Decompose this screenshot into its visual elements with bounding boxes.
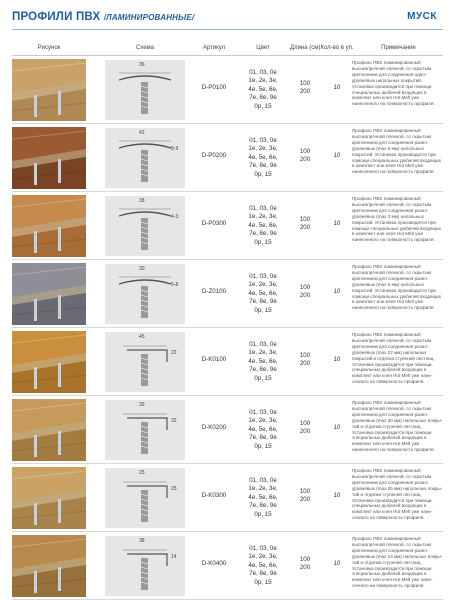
pack-quantity: 10 [333, 84, 341, 91]
article-code: D-K0100 [201, 356, 227, 363]
profile-scheme [105, 400, 185, 460]
col-color: Цвет [256, 45, 270, 51]
color-codes: 01, 03, 0e 1e, 2e, 3e, 4e, 5e, 6e, 7e, 8e, 9e 0p, 15 [248, 341, 278, 382]
article-code: D-P0200 [201, 152, 227, 159]
table-row [12, 192, 443, 260]
table-row [12, 260, 443, 328]
length-values: 100 200 [299, 148, 311, 164]
color-codes: 01, 03, 0e 1e, 2e, 3e, 4e, 5e, 6e, 7e, 8e, 9e 0p, 15 [248, 477, 278, 518]
pack-quantity: 10 [333, 560, 341, 567]
color-codes: 01, 03, 0e 1e, 2e, 3e, 4e, 5e, 6e, 7e, 8e, 9e 0p, 15 [248, 545, 278, 586]
scheme-dimension-label: 30 [139, 266, 145, 272]
profile-scheme [105, 332, 185, 392]
pack-quantity: 10 [333, 152, 341, 159]
brand-name: МУСК [407, 11, 437, 22]
length-values: 100 200 [299, 352, 311, 368]
col-article: Артикул [202, 45, 226, 51]
scheme-dimension-label: 39 [139, 402, 145, 408]
product-photo [12, 399, 86, 461]
scheme-dimension-label: 25 [139, 470, 145, 476]
product-photo [12, 535, 86, 597]
col-note: Примечание [381, 45, 416, 51]
pack-quantity: 10 [333, 288, 341, 295]
table-row [12, 396, 443, 464]
product-note: Профиль ПВХ ламинированный высокопрочной пленкой, со скрытым креплением для соединения разно-уровневых (max 25 мм) напольных покры-тий и отделки ступеней лестниц. Установка производится при помощи специальных дюбелей входящих в комплект или клея Hot Melt уже нане-сенного на поверхность профиля. [352, 468, 443, 521]
page-title [12, 11, 194, 23]
color-codes: 01, 03, 0e 1e, 2e, 3e, 4e, 5e, 6e, 7e, 8e, 9e 0p, 15 [248, 205, 278, 246]
article-code: D-K0300 [201, 492, 227, 499]
color-codes: 01, 03, 0e 1e, 2e, 3e, 4e, 5e, 6e, 7e, 8e, 9e 0p, 15 [248, 409, 278, 450]
title-main: ПРОФИЛИ ПВХ [12, 11, 101, 23]
pack-quantity: 10 [333, 424, 341, 431]
length-values: 100 200 [299, 80, 311, 96]
product-photo [12, 59, 86, 121]
article-code: D-K0200 [201, 424, 227, 431]
profile-scheme [105, 264, 185, 324]
pack-quantity: 10 [333, 356, 341, 363]
scheme-dimension-label: 8-9 [171, 146, 179, 152]
scheme-dimension-label: 5-8 [171, 282, 179, 288]
product-note: Профиль ПВХ ламинированный высокопрочной пленкой, со скрытым креплением для соединения разно-уровневых (max 14 мм) напольных покры-тий и отделки ступеней лестниц. Установка производится при помощи специальных дюбелей входящих в комплект или клея Hot Melt уже нане-сенного на поверхность профиля. [352, 536, 443, 589]
color-codes: 01, 03, 0e 1e, 2e, 3e, 4e, 5e, 6e, 7e, 8e, 9e 0p, 15 [248, 273, 278, 314]
scheme-dimension-label: 42 [139, 130, 145, 136]
scheme-dimension-label: 45 [139, 334, 145, 340]
table-body [12, 56, 443, 600]
table-row [12, 532, 443, 600]
profile-scheme [105, 536, 185, 596]
pack-quantity: 10 [333, 220, 341, 227]
product-photo [12, 467, 86, 529]
header-divider [12, 29, 443, 30]
page-header [0, 0, 455, 42]
pack-quantity: 10 [333, 492, 341, 499]
color-codes: 01, 03, 0e 1e, 2e, 3e, 4e, 5e, 6e, 7e, 8e, 9e 0p, 15 [248, 69, 278, 110]
title-subtitle: /ЛАМИНИРОВАННЫЕ/ [103, 13, 195, 22]
scheme-dimension-label: 22 [171, 350, 177, 356]
scheme-dimension-label: 25 [171, 486, 177, 492]
scheme-dimension-label: 4-3 [171, 214, 179, 220]
scheme-dimension-label: 14 [171, 554, 177, 560]
table-header [12, 43, 443, 56]
length-values: 100 200 [299, 488, 311, 504]
scheme-dimension-label: 38 [139, 538, 145, 544]
length-values: 100 200 [299, 216, 311, 232]
table-row [12, 56, 443, 124]
article-code: D-K0400 [201, 560, 227, 567]
profile-scheme [105, 196, 185, 256]
scheme-dimension-label: 38 [139, 198, 145, 204]
color-codes: 01, 03, 0e 1e, 2e, 3e, 4e, 5e, 6e, 7e, 8e, 9e 0p, 15 [248, 137, 278, 178]
profile-scheme [105, 60, 185, 120]
col-length: Длина (см) [290, 45, 321, 51]
table-row [12, 124, 443, 192]
profile-scheme [105, 468, 185, 528]
product-photo [12, 263, 86, 325]
product-photo [12, 331, 86, 393]
length-values: 100 200 [299, 420, 311, 436]
profile-scheme [105, 128, 185, 188]
product-photo [12, 127, 86, 189]
length-values: 100 200 [299, 284, 311, 300]
table-row [12, 464, 443, 532]
col-qty: Кол-во в уп. [320, 45, 354, 51]
scheme-dimension-label: 32 [171, 418, 177, 424]
article-code: D-P0300 [201, 220, 227, 227]
col-picture: Рисунок [37, 45, 61, 51]
length-values: 100 200 [299, 556, 311, 572]
product-note: Профиль ПВХ ламинированный высокопрочной пленкой, со скрытым креплением для соединения разно-уровневых (max 5 мм) напольных покрытий. Установка производится при помощи специальных дюбелей входящих в комплект или клея Hot Melt уже нанесенного на поверхность профиля. [352, 264, 442, 311]
products-table [12, 43, 443, 600]
product-note: Профиль ПВХ ламинированный высокопрочной пленкой, со скрытым креплением для соединения разно-уровневых (max 3 мм) напольных покрытий. Установка производится при помощи специальных дюбелей входящих в комплект или клея Hot Melt уже нанесенного на поверхность профиля. [352, 196, 442, 243]
scheme-dimension-label: 36 [139, 62, 145, 68]
article-code: D-Z0100 [201, 288, 227, 295]
product-note: Профиль ПВХ ламинированный высокопрочной пленкой, со скрытым креплением для соединения разно-уровневых (max 30 мм) напольных покры-тий и отделки ступеней лестниц. Установка производится при помощи специальных дюбелей входящих в комплект или клея Hot Melt уже нанесенного на поверхность профиля. [352, 400, 443, 453]
article-code: D-P0100 [201, 84, 227, 91]
table-row [12, 328, 443, 396]
product-note: Профиль ПВХ ламинированный высокопрочной пленкой, со скрытым креплением для соединения разно-уровневых (max 22 мм) напольных покрытий и отделки ступеней лестниц. Установка производится при помощи специальных дюбелей входящих в комплект или клея Hot Melt уже нане-сенного на поверхность профиля. [352, 332, 435, 385]
product-photo [12, 195, 86, 257]
product-note: Профиль ПВХ ламинированный высокопрочной пленкой, со скрытым креплением для соединения одно-уровневых напольных покрытий. Установка производится при помощи специальных дюбелей входящих в комплект или клея Hot Melt уже нанесенного на поверхность профиля. [352, 60, 435, 107]
product-note: Профиль ПВХ ламинированный высокопрочной пленкой, со скрытым креплением для соединения разно-уровневых (max 9 мм) напольных покрытий. Установка производится при помощи специальных дюбелей входящих в комплект или клея Hot Melt уже нанесенного на поверхность профиля. [352, 128, 442, 175]
col-scheme: Схема [135, 45, 155, 51]
